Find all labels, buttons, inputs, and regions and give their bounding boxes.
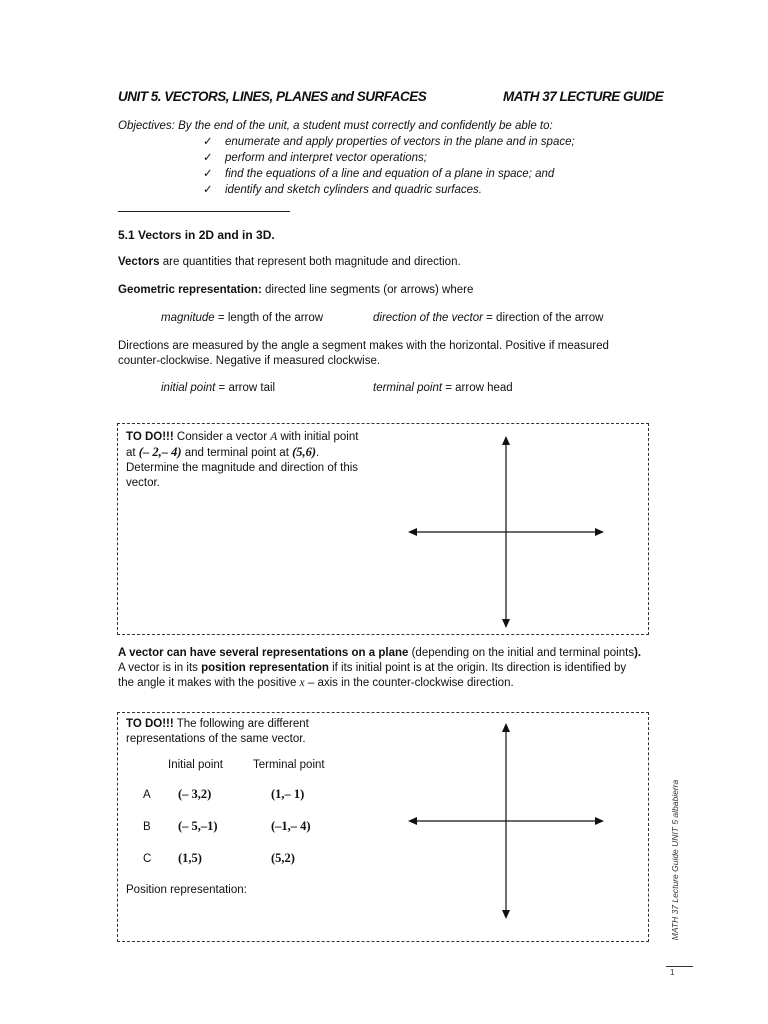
course-title: MATH 37 LECTURE GUIDE	[503, 89, 664, 104]
row-b-initial: (– 5,–1)	[178, 819, 218, 833]
check-icon: ✓	[203, 168, 213, 180]
column-terminal-point: Terminal point	[253, 759, 325, 771]
row-b-terminal: (–1,– 4)	[271, 819, 311, 833]
representations-paragraph: A vector can have several representations on a plane (depending on the initial and terminal points). A vector is in its position representation if its initial point is at the origin. Its direction is identified by the angle it makes with the positive x – axis in the counter-clockwise direction.	[118, 647, 642, 689]
objective-item: ✓ perform and interpret vector operations;	[203, 152, 427, 164]
terminal-point-definition: terminal point = arrow head	[373, 382, 513, 394]
arrow-down-icon	[502, 910, 510, 919]
vector-a-symbol: A	[270, 431, 278, 443]
check-icon: ✓	[203, 136, 213, 148]
unit-title: UNIT 5. VECTORS, LINES, PLANES and SURFACES	[118, 89, 427, 104]
row-a-terminal: (1,– 1)	[271, 787, 305, 801]
terminal-point-coord: (5,6)	[292, 445, 317, 459]
arrow-left-icon	[408, 528, 417, 536]
magnitude-definition: magnitude = length of the arrow	[161, 312, 324, 324]
footer-rule	[666, 966, 693, 967]
vertical-footer-text: MATH 37 Lecture Guide UNIT 5 albabierra	[670, 779, 680, 941]
check-icon: ✓	[203, 152, 213, 164]
row-c-initial: (1,5)	[178, 851, 202, 865]
arrow-up-icon	[502, 436, 510, 445]
arrow-right-icon	[595, 817, 604, 825]
objectives-intro: Objectives: By the end of the unit, a student must correctly and confidently be able to:	[118, 120, 553, 132]
objectives-list	[203, 134, 575, 198]
todo-box-1	[117, 423, 649, 635]
objective-item: ✓ find the equations of a line and equation of a plane in space; and	[203, 168, 555, 180]
arrow-left-icon	[408, 817, 417, 825]
coordinate-axes-1	[406, 434, 606, 630]
arrow-right-icon	[595, 528, 604, 536]
page-number: 1	[670, 968, 675, 977]
objective-item: ✓ enumerate and apply properties of vectors in the plane and in space;	[203, 136, 575, 148]
divider	[118, 211, 290, 212]
row-c-terminal: (5,2)	[271, 851, 295, 865]
row-label-c: C	[143, 853, 152, 865]
vectors-definition: Vectors are quantities that represent both magnitude and direction.	[118, 256, 461, 268]
coordinate-axes-2	[406, 721, 606, 921]
arrow-down-icon	[502, 619, 510, 628]
todo-box-2	[117, 712, 649, 942]
arrow-up-icon	[502, 723, 510, 732]
direction-definition: direction of the vector = direction of the arrow	[373, 312, 604, 324]
check-icon: ✓	[203, 184, 213, 196]
column-initial-point: Initial point	[168, 759, 223, 771]
initial-point-coord: (– 2,– 4)	[138, 445, 182, 459]
objective-item: ✓ identify and sketch cylinders and quadric surfaces.	[203, 184, 482, 196]
row-label-b: B	[143, 821, 151, 833]
row-a-initial: (– 3,2)	[178, 787, 212, 801]
todo-2-text: TO DO!!! The following are different representations of the same vector.	[126, 718, 309, 745]
todo-1-text: TO DO!!! Consider a vector A with initial point at (– 2,– 4) and terminal point at (5,6). Determine the magnitude and direction of this vector.	[126, 431, 359, 489]
row-label-a: A	[143, 789, 151, 801]
section-heading: 5.1 Vectors in 2D and in 3D.	[118, 228, 275, 242]
position-representation-label: Position representation:	[126, 884, 247, 896]
geometric-representation: Geometric representation: directed line segments (or arrows) where	[118, 284, 474, 296]
initial-point-definition: initial point = arrow tail	[161, 382, 276, 394]
directions-paragraph: Directions are measured by the angle a segment makes with the horizontal. Positive if measured counter-clockwise. Negative if measured clockwise.	[118, 340, 609, 367]
